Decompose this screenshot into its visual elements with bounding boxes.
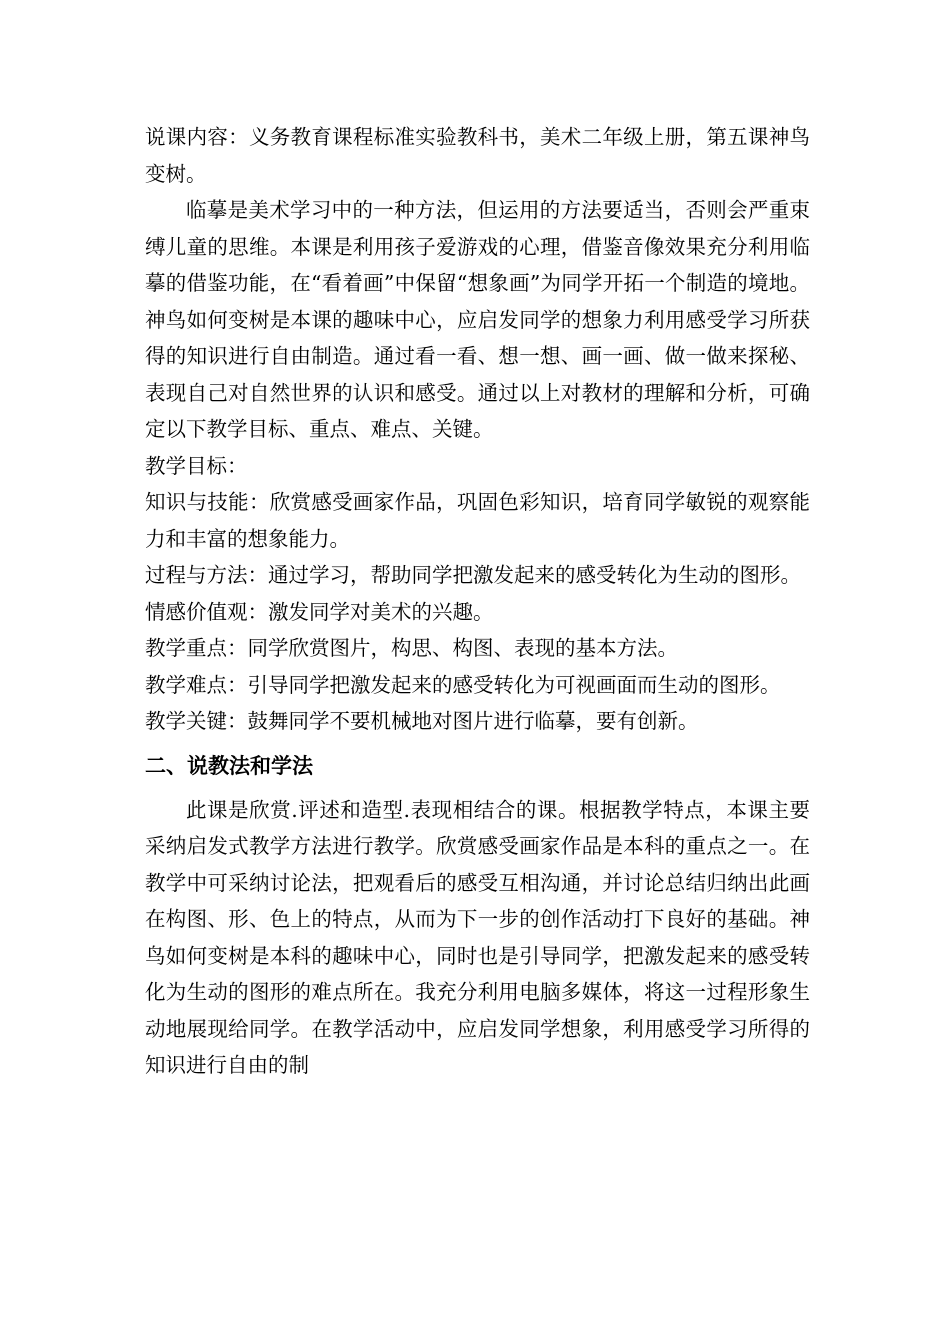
goals-title: 教学目标： (145, 453, 248, 478)
teaching-difficulty: 教学难点：引导同学把激发起来的感受转化为可视画面而生动的图形。 (145, 672, 781, 697)
section-heading-methods: 二、说教法和学法 (145, 753, 313, 778)
teaching-key-link: 教学关键：鼓舞同学不要机械地对图片进行临摹，要有创新。 (145, 709, 699, 733)
intro-paragraph: 说课内容：义务教育课程标准实验教科书，美术二年级上册，第五课神鸟变树。 (145, 125, 810, 186)
analysis-paragraph: 临摹是美术学习中的一种方法，但运用的方法要适当，否则会严重束缚儿童的思维。本课是利用孩子爱游戏的心理，借鉴音像效果充分利用临摹的借鉴功能，在“看着画”中保留“想象画”为同学开拓一个制造的境地。神鸟如何变树是本课的趣味中心，应启发同学的想象力利用感受学习所获得的知识进行自由制造。通过看一看、想一想、画一画、做一做来探秘、表现自己对自然世界的认识和感受。通过以上对教材的理解和分析，可确定以下教学目标、重点、难点、关键。 (145, 198, 810, 441)
methods-paragraph: 此课是欣赏.评述和造型.表现相结合的课。根据教学特点，本课主要采纳启发式教学方法进行教学。欣赏感受画家作品是本科的重点之一。在教学中可采纳讨论法，把观看后的感受互相沟通，并讨论总结归纳出此画在构图、形、色上的特点，从而为下一步的创作活动打下良好的基础。神鸟如何变树是本科的趣味中心，同时也是引导同学，把激发起来的感受转化为生动的图形的难点所在。我充分利用电脑多媒体，将这一过程形象生动地展现给同学。在教学活动中，应启发同学想象，利用感受学习所得的知识进行自由的制 (145, 797, 810, 1077)
teaching-key-point: 教学重点：同学欣赏图片，构思、构图、表现的基本方法。 (145, 636, 678, 660)
goal-emotion: 情感价值观：激发同学对美术的兴趣。 (145, 599, 494, 624)
document-body (145, 119, 810, 1084)
goal-knowledge: 知识与技能：欣赏感受画家作品，巩固色彩知识，培育同学敏锐的观察能力和丰富的想象能力。 (145, 490, 810, 551)
goal-process: 过程与方法：通过学习，帮助同学把激发起来的感受转化为生动的图形。 (145, 563, 801, 587)
